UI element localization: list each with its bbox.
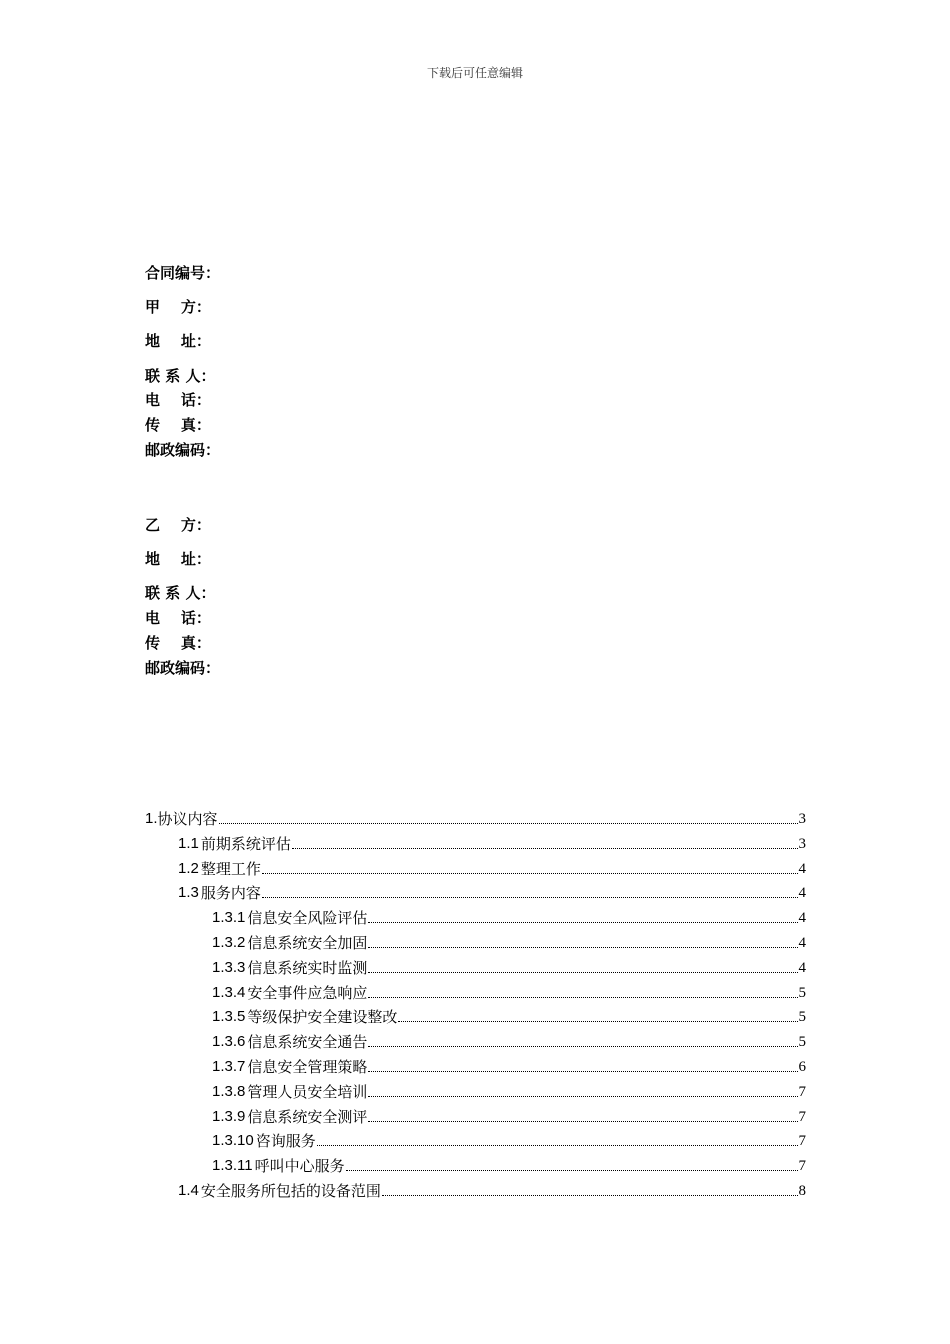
toc-entry-title: 信息系统安全加固 [247, 934, 368, 952]
party-a-contract-no: 合同编号： [145, 264, 221, 282]
toc-entry[interactable] [178, 857, 806, 879]
toc-entry-page: 8 [798, 1183, 806, 1199]
toc-entry-page: 5 [798, 1034, 806, 1050]
toc-entry[interactable] [212, 1129, 806, 1151]
toc-dot-leader [382, 1194, 798, 1196]
toc-entry-page: 4 [798, 960, 806, 976]
toc-entry-page: 3 [798, 811, 806, 827]
toc-entry[interactable] [212, 1154, 806, 1176]
toc-entry-title: 服务内容 [200, 884, 261, 902]
toc-entry-number: 1.3.2 [212, 934, 246, 951]
toc-dot-leader [262, 896, 798, 898]
toc-entry-title: 信息安全管理策略 [247, 1058, 368, 1076]
toc-entry-page: 4 [798, 910, 806, 926]
toc-entry-number: 1.3.3 [212, 959, 246, 976]
toc-entry[interactable] [212, 906, 806, 928]
toc-entry-title: 呼叫中心服务 [254, 1157, 345, 1175]
toc-entry[interactable] [212, 1030, 806, 1052]
toc-dot-leader [262, 872, 798, 874]
party-b-name: 乙 方： [145, 516, 211, 534]
toc-entry-number: 1.3 [178, 884, 199, 901]
toc-entry-number: 1.3.5 [212, 1008, 246, 1025]
toc-entry[interactable] [145, 807, 806, 829]
toc-dot-leader [368, 971, 797, 973]
party-a-name: 甲 方： [145, 298, 211, 316]
toc-dot-leader [368, 1045, 797, 1047]
party-a-contact: 联 系 人： [145, 367, 216, 385]
toc-entry-title: 等级保护安全建设整改 [247, 1008, 398, 1026]
toc-entry[interactable] [212, 956, 806, 978]
toc-entry-page: 5 [798, 985, 806, 1001]
party-b-phone: 电 话： [145, 609, 211, 627]
toc-entry-title: 管理人员安全培训 [247, 1083, 368, 1101]
toc-entry-title: 信息系统安全测评 [247, 1108, 368, 1126]
toc-entry-page: 7 [798, 1109, 806, 1125]
party-b-contact: 联 系 人： [145, 584, 216, 602]
toc-entry-title: 安全事件应急响应 [247, 984, 368, 1002]
toc-entry-title: 信息安全风险评估 [247, 909, 368, 927]
toc-entry[interactable] [178, 832, 806, 854]
toc-entry-page: 7 [798, 1084, 806, 1100]
toc-entry-page: 7 [798, 1133, 806, 1149]
toc-dot-leader [219, 822, 798, 824]
toc-entry-number: 1.1 [178, 835, 199, 852]
toc-entry-title: 前期系统评估 [200, 835, 291, 853]
toc-entry[interactable] [212, 1055, 806, 1077]
toc-entry-number: 1.3.11 [212, 1157, 253, 1174]
toc-entry[interactable] [212, 1005, 806, 1027]
toc-entry[interactable] [212, 981, 806, 1003]
page-header: 下载后可任意编辑 [426, 66, 523, 80]
toc-entry[interactable] [212, 931, 806, 953]
party-a-postcode: 邮政编码： [145, 441, 221, 459]
toc-entry-number: 1.4 [178, 1182, 199, 1199]
toc-entry-number: 1.3.7 [212, 1058, 246, 1075]
party-a-fax: 传 真： [145, 416, 211, 434]
party-b-postcode: 邮政编码： [145, 659, 221, 677]
toc-entry-page: 4 [798, 885, 806, 901]
toc-dot-leader [317, 1144, 798, 1146]
toc-dot-leader [368, 1095, 797, 1097]
toc-entry[interactable] [212, 1105, 806, 1127]
toc-entry-page: 3 [798, 836, 806, 852]
toc-entry-page: 4 [798, 861, 806, 877]
party-a-phone: 电 话： [145, 391, 211, 409]
toc-entry-number: 1.3.8 [212, 1083, 246, 1100]
toc-dot-leader [398, 1020, 797, 1022]
toc-entry-title: 安全服务所包括的设备范围 [200, 1182, 381, 1200]
toc-entry-title: 信息系统安全通告 [247, 1033, 368, 1051]
toc-dot-leader [292, 847, 798, 849]
toc-entry-page: 5 [798, 1009, 806, 1025]
toc-dot-leader [368, 1070, 797, 1072]
toc-dot-leader [368, 1120, 797, 1122]
toc-entry-number: 1. [145, 810, 158, 827]
party-b-address: 地 址： [145, 550, 211, 568]
toc-entry-number: 1.3.9 [212, 1108, 246, 1125]
toc-dot-leader [346, 1169, 798, 1171]
party-b-fax: 传 真： [145, 634, 211, 652]
toc-entry-number: 1.2 [178, 860, 199, 877]
toc-entry-title: 信息系统实时监测 [247, 959, 368, 977]
toc-entry-title: 咨询服务 [255, 1132, 316, 1150]
toc-entry-page: 7 [798, 1158, 806, 1174]
toc-entry[interactable] [178, 881, 806, 903]
toc-entry-title: 整理工作 [200, 860, 261, 878]
toc-entry-number: 1.3.4 [212, 984, 246, 1001]
toc-entry-number: 1.3.1 [212, 909, 246, 926]
party-a-address: 地 址： [145, 332, 211, 350]
toc-entry-title: 协议内容 [157, 810, 218, 828]
toc-dot-leader [368, 996, 797, 998]
toc-entry-page: 6 [798, 1059, 806, 1075]
toc-entry[interactable] [212, 1080, 806, 1102]
toc-entry[interactable] [178, 1179, 806, 1201]
toc-entry-page: 4 [798, 935, 806, 951]
toc-dot-leader [368, 921, 797, 923]
toc-dot-leader [368, 946, 797, 948]
toc-entry-number: 1.3.6 [212, 1033, 246, 1050]
toc-entry-number: 1.3.10 [212, 1132, 254, 1149]
